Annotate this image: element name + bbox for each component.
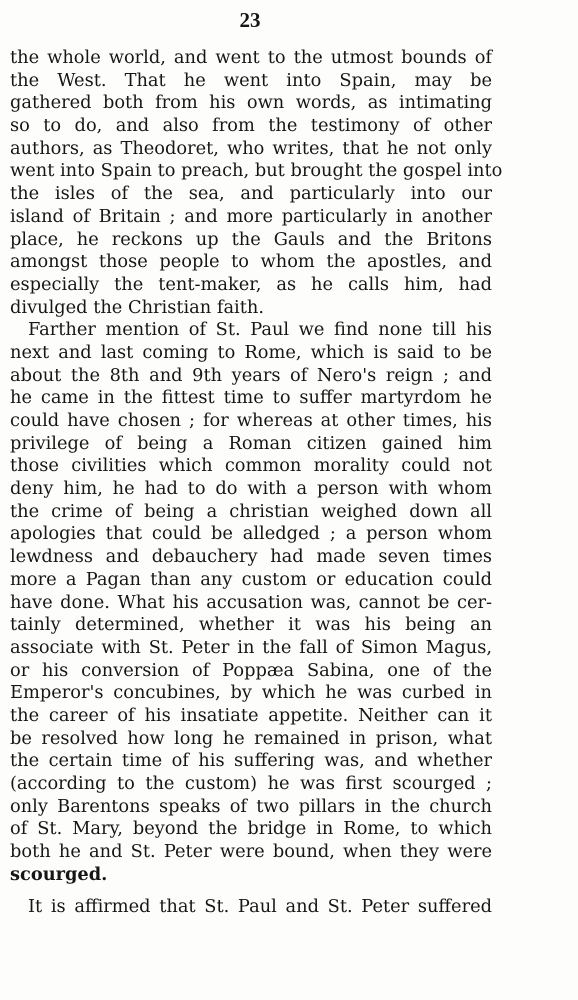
text-line: privilege of being a Roman citizen gained him: [10, 432, 492, 454]
text-line: those civilities which common morality could not: [10, 455, 492, 477]
text-line: gathered both from his own words, as intimating: [10, 92, 492, 114]
text-line: deny him, he had to do with a person with whom: [10, 478, 492, 500]
text-line: he came in the fittest time to suffer martyrdom he: [10, 387, 492, 409]
text-line: divulged the Christian faith.: [10, 296, 264, 318]
text-line: lewdness and debauchery had made seven times: [10, 546, 492, 568]
text-line: especially the tent-maker, as he calls him, had: [10, 273, 492, 295]
text-line: went into Spain to preach, but brought the gospel into: [10, 160, 503, 182]
paragraph: [10, 319, 492, 886]
text-line: could have chosen ; for whereas at other times, his: [10, 410, 492, 431]
paragraph: [10, 47, 503, 319]
text-line: Emperor's concubines, by which he was curbed in: [10, 682, 492, 704]
text-line: apologies that could be alledged ; a person whom: [10, 523, 492, 545]
text-line: both he and St. Peter were bound, when they were: [10, 841, 492, 863]
body-text: [10, 47, 503, 919]
paragraph: [10, 896, 492, 919]
text-line: the isles of the sea, and particularly into our: [10, 183, 492, 205]
text-line: amongst those people to whom the apostles, and: [10, 251, 492, 273]
text-line: the certain time of his suffering was, and whether: [10, 750, 492, 772]
text-line: of St. Mary, beyond the bridge in Rome, to which: [10, 818, 492, 840]
text-line: associate with St. Peter in the fall of Simon Magus,: [10, 636, 492, 658]
text-line: place, he reckons up the Gauls and the Britons: [10, 228, 492, 250]
text-line: more a Pagan than any custom or education could: [10, 568, 492, 590]
text-line: the crime of being a christian weighed down all: [10, 500, 492, 522]
text-line: about the 8th and 9th years of Nero's reign ; and: [10, 364, 492, 386]
text-line: authors, as Theodoret, who writes, that he not only: [10, 137, 492, 159]
page-number: 23: [239, 8, 261, 32]
text-line: the West. That he went into Spain, may be: [10, 69, 492, 91]
text-line: island of Britain ; and more particularly in another: [10, 205, 492, 227]
text-line: It is affirmed that St. Paul and St. Peter suffered: [28, 896, 492, 918]
text-line: scourged.: [10, 863, 108, 885]
text-line: or his conversion of Poppæa Sabina, one of the: [10, 659, 492, 681]
text-line: the whole world, and went to the utmost bounds of: [10, 47, 492, 68]
text-line: have done. What his accusation was, cannot be cer-: [10, 591, 492, 613]
text-line: (according to the custom) he was first scourged ;: [10, 773, 492, 794]
text-line: so to do, and also from the testimony of other: [10, 115, 492, 137]
text-line: be resolved how long he remained in prison, what: [10, 727, 492, 749]
text-line: only Barentons speaks of two pillars in the church: [10, 795, 492, 817]
text-line: the career of his insatiate appetite. Neither can it: [10, 704, 492, 726]
text-line: tainly determined, whether it was his being an: [10, 614, 492, 636]
text-line: next and last coming to Rome, which is said to be: [10, 341, 492, 363]
text-line: Farther mention of St. Paul we find none till his: [28, 319, 492, 341]
